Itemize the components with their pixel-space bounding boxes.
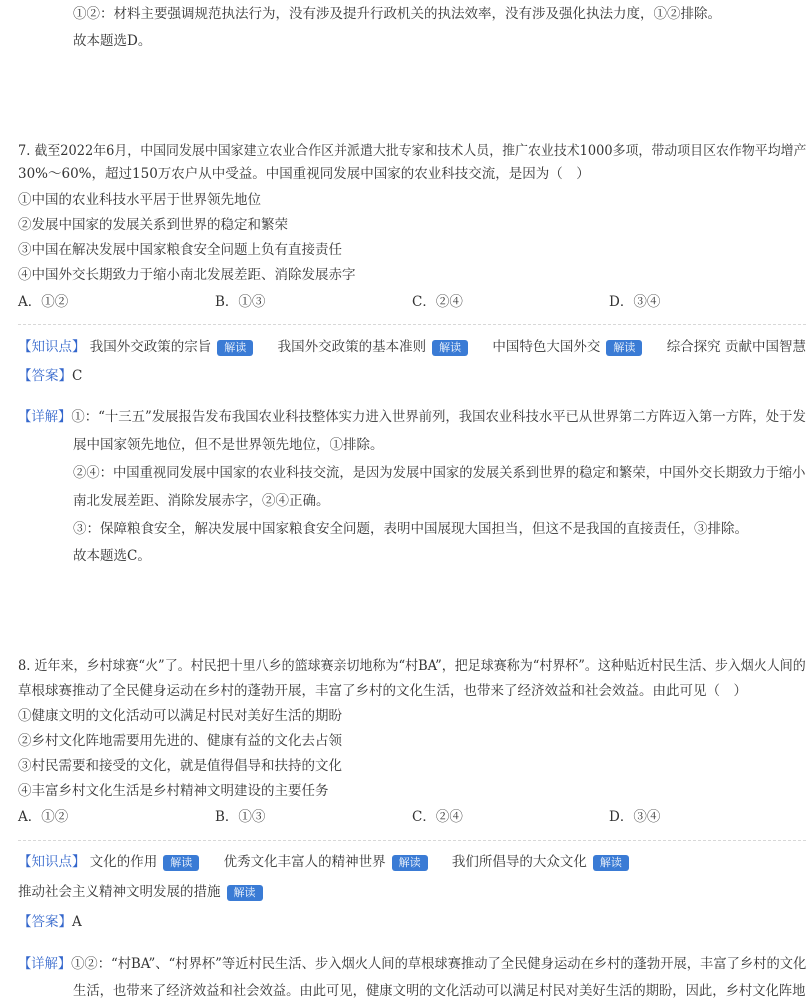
explain-button[interactable]: 解读 bbox=[432, 340, 468, 356]
q8-detail-line1 bbox=[18, 954, 806, 974]
knowledge-item: 我国外交政策的基本准则 bbox=[277, 339, 427, 355]
answer-label: 【答案】 bbox=[18, 368, 72, 384]
q7-detail-line4: 南北发展差距、消除发展赤字，②④正确。 bbox=[73, 493, 330, 509]
q7-detail-line5: ③：保障粮食安全，解决发展中国家粮食安全问题，表明中国展现大国担当，但这不是我国的直接责任，③排除。 bbox=[73, 521, 748, 537]
q8-option-d[interactable]: D．③④ bbox=[609, 809, 661, 825]
knowledge-label: 【知识点】 bbox=[18, 339, 86, 355]
q8-detail-line2: 生活，也带来了经济效益和社会效益。由此可见，健康文明的文化活动可以满足村民对美好生活的期盼，因此，乡村文化阵地 bbox=[73, 983, 806, 999]
knowledge-item: 我国外交政策的宗旨 bbox=[89, 339, 212, 355]
q8-option-b[interactable]: B．①③ bbox=[215, 809, 266, 825]
q7-statement-1: ①中国的农业科技水平居于世界领先地位 bbox=[18, 192, 261, 208]
detail-text: ①：“十三五”发展报告发布我国农业科技整体实力进入世界前列，我国农业科技水平已从世界第二方阵迈入第一方阵，处于发 bbox=[71, 409, 806, 425]
knowledge-item: 优秀文化丰富人的精神世界 bbox=[223, 854, 386, 870]
q7-detail-line2: 展中国家领先地位，但不是世界领先地位，①排除。 bbox=[73, 437, 384, 453]
knowledge-item: 综合探究 贡献中国智慧 bbox=[666, 339, 806, 355]
knowledge-item: 中国特色大国外交 bbox=[492, 339, 601, 355]
explain-button[interactable]: 解读 bbox=[217, 340, 253, 356]
q7-knowledge-points bbox=[18, 337, 806, 357]
prev-conclusion: 故本题选D。 bbox=[73, 33, 152, 49]
q7-conclusion: 故本题选C。 bbox=[73, 548, 151, 564]
q7-option-d[interactable]: D．③④ bbox=[609, 294, 661, 310]
detail-label: 【详解】 bbox=[18, 409, 72, 425]
answer-value: C bbox=[72, 368, 83, 384]
q8-statement-2: ②乡村文化阵地需要用先进的、健康有益的文化去占领 bbox=[18, 733, 342, 749]
prev-detail-line: ①②：材料主要强调规范执法行为，没有涉及提升行政机关的执法效率，没有涉及强化执法力度，①②排除。 bbox=[73, 6, 721, 22]
knowledge-item: 推动社会主义精神文明发展的措施 bbox=[18, 884, 221, 900]
explain-button[interactable]: 解读 bbox=[227, 885, 263, 901]
q8-answer bbox=[18, 912, 82, 932]
q7-statement-4: ④中国外交长期致力于缩小南北发展差距、消除发展赤字 bbox=[18, 267, 356, 283]
q7-statement-3: ③中国在解决发展中国家粮食安全问题上负有直接责任 bbox=[18, 242, 342, 258]
q7-stem-line1: 7. 截至2022年6月，中国同发展中国家建立农业合作区并派遣大批专家和技术人员，推广农业技术1000多项，带动项目区农作物平均增产 bbox=[18, 143, 807, 159]
knowledge-label: 【知识点】 bbox=[18, 854, 86, 870]
q8-knowledge-points-row2 bbox=[18, 882, 263, 902]
explain-button[interactable]: 解读 bbox=[392, 855, 428, 871]
q7-answer bbox=[18, 366, 82, 386]
q7-option-c[interactable]: C．②④ bbox=[412, 294, 463, 310]
q8-option-c[interactable]: C．②④ bbox=[412, 809, 463, 825]
explain-button[interactable]: 解读 bbox=[163, 855, 199, 871]
explain-button[interactable]: 解读 bbox=[606, 340, 642, 356]
explain-button[interactable]: 解读 bbox=[593, 855, 629, 871]
knowledge-item: 文化的作用 bbox=[89, 854, 158, 870]
q8-statement-1: ①健康文明的文化活动可以满足村民对美好生活的期盼 bbox=[18, 708, 342, 724]
detail-label: 【详解】 bbox=[18, 956, 72, 972]
q8-statement-3: ③村民需要和接受的文化，就是值得倡导和扶持的文化 bbox=[18, 758, 342, 774]
q7-option-b[interactable]: B．①③ bbox=[215, 294, 266, 310]
detail-text: ①②：“村BA”、“村界杯”等近村民生活、步入烟火人间的草根球赛推动了全民健身运动在乡村的蓬勃开展，丰富了乡村的文化 bbox=[71, 956, 807, 972]
q8-statement-4: ④丰富乡村文化生活是乡村精神文明建设的主要任务 bbox=[18, 783, 329, 799]
q7-option-a[interactable]: A．①② bbox=[18, 294, 69, 310]
q7-detail-line3: ②④：中国重视同发展中国家的农业科技交流，是因为发展中国家的发展关系到世界的稳定和繁荣，中国外交长期致力于缩小 bbox=[73, 465, 806, 481]
q7-detail-line1 bbox=[18, 407, 806, 427]
knowledge-item: 我们所倡导的大众文化 bbox=[451, 854, 587, 870]
q8-knowledge-points bbox=[18, 852, 649, 872]
q7-stem-line2: 30%～60%，超过150万农户从中受益。中国重视同发展中国家的农业科技交流，是因为（ ） bbox=[18, 166, 590, 182]
q7-statement-2: ②发展中国家的发展关系到世界的稳定和繁荣 bbox=[18, 217, 288, 233]
q8-stem-line2: 草根球赛推动了全民健身运动在乡村的蓬勃开展，丰富了乡村的文化生活，也带来了经济效益和社会效益。由此可见（ ） bbox=[18, 683, 747, 699]
answer-value: A bbox=[72, 914, 82, 930]
q8-stem-line1: 8. 近年来，乡村球赛“火”了。村民把十里八乡的篮球赛亲切地称为“村BA”，把足球赛称为“村界杯”。这种贴近村民生活、步入烟火人间的 bbox=[18, 658, 806, 674]
q8-option-a[interactable]: A．①② bbox=[18, 809, 69, 825]
divider bbox=[18, 324, 806, 325]
answer-label: 【答案】 bbox=[18, 914, 72, 930]
divider bbox=[18, 840, 806, 841]
